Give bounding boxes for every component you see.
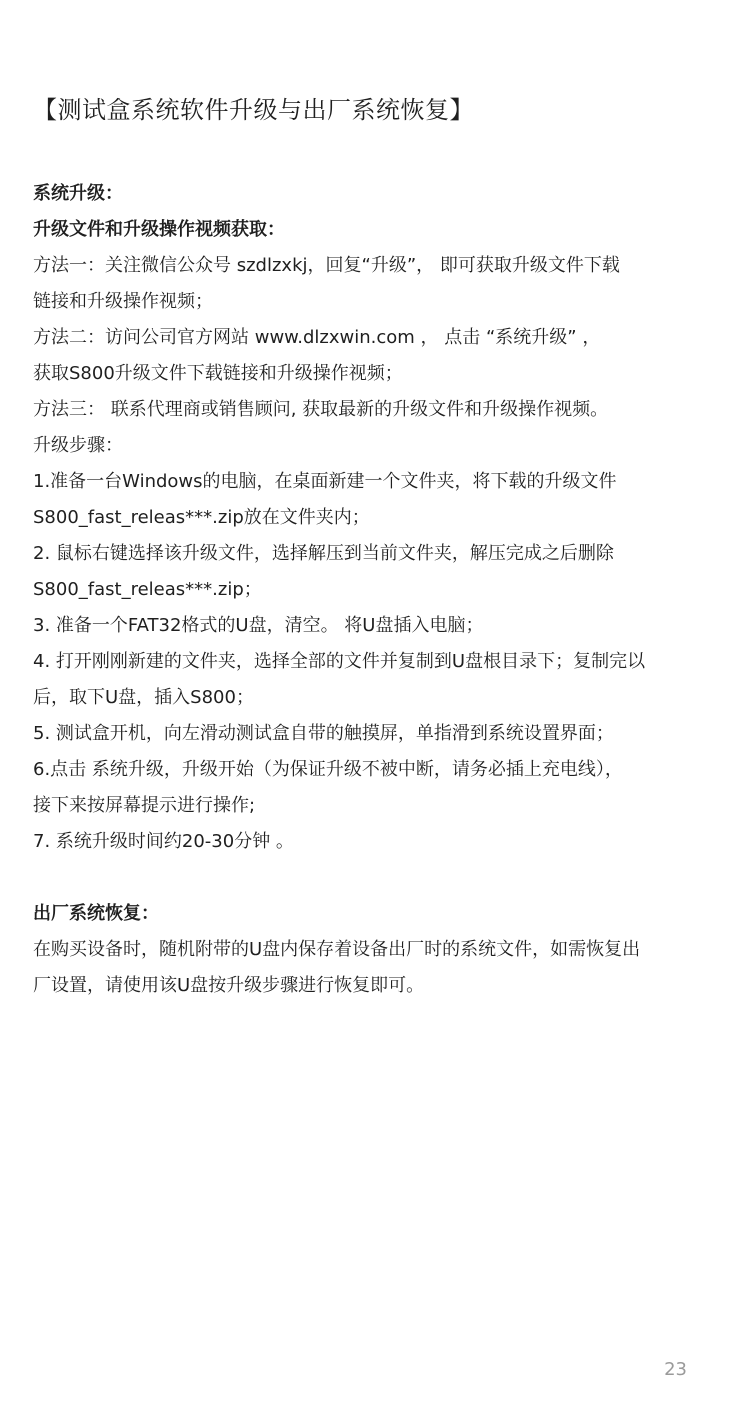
step1-line2: S800_fast_releas***.zip放在文件夹内；	[33, 507, 370, 528]
step4-line1: 4. 打开刚刚新建的文件夹，选择全部的文件并复制到U盘根目录下；复制完以	[33, 651, 646, 672]
step4-line2: 后，取下U盘，插入S800；	[33, 687, 254, 708]
method3-line1: 方法三： 联系代理商或销售顾问, 获取最新的升级文件和升级操作视频。	[33, 399, 609, 420]
upgrade-heading: 系统升级：	[33, 183, 123, 204]
page-number: 23	[664, 1359, 687, 1380]
method2-line2: 获取S800升级文件下载链接和升级操作视频；	[33, 363, 403, 384]
step6-line2: 接下来按屏幕提示进行操作;	[33, 795, 256, 816]
step6-line1: 6.点击 系统升级，升级开始（为保证升级不被中断，请务必插上充电线），	[33, 759, 623, 780]
page-title: 【测试盒系统软件升级与出厂系统恢复】	[33, 96, 474, 124]
step2-line2: S800_fast_releas***.zip；	[33, 579, 262, 600]
restore-line2: 厂设置，请使用该U盘按升级步骤进行恢复即可。	[33, 975, 425, 996]
section-gap	[33, 860, 723, 896]
steps-heading: 升级步骤：	[33, 435, 123, 456]
step7-line1: 7. 系统升级时间约20-30分钟 。	[33, 831, 294, 852]
step1-line1: 1.准备一台Windows的电脑，在桌面新建一个文件夹，将下载的升级文件	[33, 471, 617, 492]
step5-line1: 5. 测试盒开机，向左滑动测试盒自带的触摸屏，单指滑到系统设置界面；	[33, 723, 614, 744]
method1-line2: 链接和升级操作视频；	[33, 291, 213, 312]
document-body	[33, 176, 723, 1004]
upgrade-files-subheading: 升级文件和升级操作视频获取：	[33, 219, 285, 240]
step3-line1: 3. 准备一个FAT32格式的U盘，清空。 将U盘插入电脑；	[33, 615, 484, 636]
method2-line1: 方法二：访问公司官方网站 www.dlzxwin.com ， 点击 “系统升级” ，	[33, 327, 601, 348]
restore-heading: 出厂系统恢复：	[33, 903, 159, 924]
restore-line1: 在购买设备时，随机附带的U盘内保存着设备出厂时的系统文件，如需恢复出	[33, 939, 641, 960]
method1-line1: 方法一：关注微信公众号 szdlzxkj，回复“升级”， 即可获取升级文件下载	[33, 255, 620, 276]
step2-line1: 2. 鼠标右键选择该升级文件，选择解压到当前文件夹，解压完成之后删除	[33, 543, 614, 564]
